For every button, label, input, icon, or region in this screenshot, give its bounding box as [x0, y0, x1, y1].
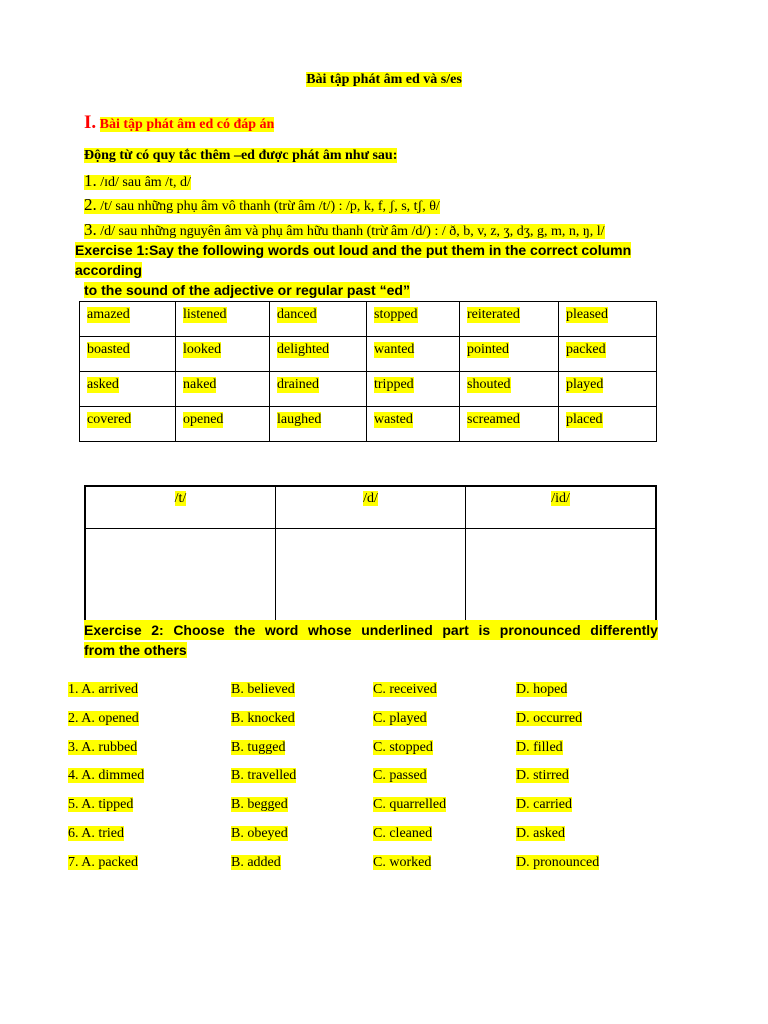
page-title [0, 72, 768, 88]
question-option[interactable] [231, 682, 295, 698]
question-option-text: C. cleaned [373, 826, 433, 841]
question-option[interactable] [373, 855, 431, 871]
question-option[interactable] [373, 797, 446, 813]
exercise2-word: whose [307, 622, 352, 638]
question-option-text: D. filled [516, 739, 563, 755]
exercise2-word: word [264, 622, 299, 638]
question-option-text: D. stirred [516, 768, 569, 784]
word-cell [559, 407, 657, 442]
answer-header-text: /t/ [174, 491, 187, 506]
exercise2-word: Choose [173, 622, 225, 638]
exercise2-word: the [234, 622, 256, 638]
word-cell [270, 372, 367, 407]
question-option[interactable] [231, 740, 285, 756]
question-option[interactable] [373, 740, 433, 756]
word-text: packed [566, 342, 606, 357]
question-option[interactable] [68, 711, 139, 727]
question-option-text: D. asked [516, 826, 565, 841]
exercise2-word: pronounced [499, 622, 581, 638]
word-cell [176, 302, 270, 337]
rule-text: /ɪd/ sau âm /t, d/ [100, 175, 191, 190]
question-option[interactable] [516, 768, 569, 784]
question-option-text: 2. A. opened [68, 710, 139, 726]
word-text: screamed [467, 412, 520, 427]
question-option-text: 5. A. tipped [68, 797, 134, 813]
question-option[interactable] [516, 740, 563, 756]
rule-number: 1. [84, 171, 97, 190]
rule-item [84, 220, 605, 240]
word-text: stopped [374, 307, 418, 322]
word-text: covered [87, 412, 132, 427]
word-cell [176, 407, 270, 442]
rules-heading [84, 148, 397, 164]
question-option[interactable] [516, 711, 582, 727]
question-option-text: B. believed [231, 682, 295, 697]
word-cell [367, 337, 460, 372]
word-text: played [566, 377, 604, 392]
question-option[interactable] [373, 682, 437, 698]
question-option[interactable] [231, 826, 288, 842]
answer-header-text: /id/ [551, 491, 570, 506]
question-option[interactable] [231, 855, 281, 871]
word-text: pointed [467, 342, 509, 357]
question-option-text: B. added [231, 854, 281, 870]
question-option[interactable] [516, 797, 572, 813]
exercise2-word: part [442, 622, 469, 638]
word-text: naked [183, 377, 217, 392]
rule-number: 2. [84, 195, 97, 214]
word-cell [270, 337, 367, 372]
rule-item [84, 195, 440, 215]
question-option-text: D. carried [516, 797, 572, 813]
question-option[interactable] [68, 826, 124, 842]
word-text: opened [183, 412, 224, 427]
question-option-text: B. travelled [231, 768, 297, 784]
word-cell [460, 302, 559, 337]
word-text: amazed [87, 307, 130, 322]
question-option-text: B. obeyed [231, 826, 288, 841]
word-row [80, 302, 657, 337]
question-option-text: B. begged [231, 797, 288, 813]
section-label: Bài tập phát âm ed có đáp án [99, 117, 275, 132]
question-option[interactable] [68, 682, 138, 698]
word-cell [367, 302, 460, 337]
question-option[interactable] [373, 768, 427, 784]
question-option[interactable] [231, 768, 296, 784]
word-cell [80, 337, 176, 372]
question-option-text: 1. A. arrived [68, 682, 138, 697]
word-text: wasted [374, 412, 413, 427]
word-text: pleased [566, 307, 608, 322]
word-cell [367, 407, 460, 442]
word-row [80, 407, 657, 442]
question-option-text: B. tugged [231, 739, 286, 755]
word-text: listened [183, 307, 227, 322]
exercise2-heading [84, 620, 658, 660]
word-cell [460, 407, 559, 442]
exercise2-word: is [478, 622, 491, 638]
question-option-text: C. quarrelled [373, 797, 447, 813]
exercise2-line1 [84, 620, 658, 640]
answer-header [85, 486, 275, 529]
question-option[interactable] [68, 797, 133, 813]
word-cell [559, 372, 657, 407]
word-cell [80, 372, 176, 407]
answer-cell[interactable] [85, 529, 275, 626]
exercise2-word: differently [590, 622, 658, 638]
exercise2-word: Exercise [84, 622, 142, 638]
exercise1-line1: Exercise 1:Say the following words out loud and the put them in the correct column according [75, 242, 632, 278]
question-option[interactable] [373, 711, 427, 727]
word-cell [270, 407, 367, 442]
word-cell [176, 337, 270, 372]
question-option-text: 7. A. packed [68, 854, 138, 870]
word-cell [80, 302, 176, 337]
question-option[interactable] [68, 855, 138, 871]
exercise2-line2: from the others [84, 642, 187, 658]
rules-heading-text: Động từ có quy tắc thêm –ed được phát âm như sau: [84, 148, 398, 163]
question-option-text: D. hoped [516, 682, 568, 697]
word-text: asked [87, 377, 119, 392]
word-text: delighted [277, 342, 330, 357]
answer-table [84, 485, 657, 626]
question-option-text: D. occurred [516, 710, 583, 726]
word-text: reiterated [467, 307, 520, 322]
word-cell [176, 372, 270, 407]
question-option[interactable] [373, 826, 432, 842]
question-option-text: C. played [373, 710, 427, 726]
word-text: laughed [277, 412, 322, 427]
question-option[interactable] [516, 855, 599, 871]
question-option[interactable] [516, 682, 567, 698]
word-row [80, 337, 657, 372]
word-text: danced [277, 307, 317, 322]
word-text: boasted [87, 342, 130, 357]
word-cell [270, 302, 367, 337]
question-option-text: C. passed [373, 768, 427, 784]
exercise2-word: 2: [151, 622, 164, 638]
rule-number: 3. [84, 220, 97, 239]
word-row [80, 372, 657, 407]
rule-text: /d/ sau những nguyên âm và phụ âm hữu thanh (trừ âm /d/) : / ð, b, v, z, ʒ, dʒ, g, m, n, ŋ, l/ [100, 224, 605, 239]
word-cell [460, 372, 559, 407]
question-option-text: C. worked [373, 854, 432, 870]
answer-cell[interactable] [466, 529, 656, 626]
exercise1-heading [75, 240, 695, 300]
word-text: drained [277, 377, 319, 392]
page-title-text: Bài tập phát âm ed và s/es [306, 72, 462, 87]
question-option[interactable] [231, 711, 295, 727]
question-option-text: 6. A. tried [68, 826, 124, 841]
exercise2-word: underlined [361, 622, 433, 638]
rule-text: /t/ sau những phụ âm vô thanh (trừ âm /t/) : /p, k, f, ʃ, s, tʃ, θ/ [100, 199, 440, 214]
word-cell [460, 337, 559, 372]
word-text: tripped [374, 377, 414, 392]
word-cell [559, 302, 657, 337]
question-option[interactable] [68, 768, 144, 784]
question-option-text: C. stopped [373, 739, 433, 755]
question-option-text: C. received [373, 682, 437, 697]
rule-item [84, 171, 191, 191]
word-table [79, 301, 657, 442]
word-cell [367, 372, 460, 407]
answer-header [275, 486, 465, 529]
question-option[interactable] [68, 740, 137, 756]
word-cell [80, 407, 176, 442]
section-number: I. [84, 112, 97, 133]
word-cell [559, 337, 657, 372]
answer-header [466, 486, 656, 529]
question-option-text: 4. A. dimmed [68, 768, 145, 784]
answer-cell[interactable] [275, 529, 465, 626]
question-option-text: D. pronounced [516, 854, 600, 870]
question-option-text: 3. A. rubbed [68, 739, 138, 755]
word-text: looked [183, 342, 222, 357]
word-text: shouted [467, 377, 511, 392]
exercise1-line2: to the sound of the adjective or regular past “ed” [84, 282, 410, 298]
answer-header-text: /d/ [363, 491, 378, 506]
word-text: placed [566, 412, 603, 427]
question-option[interactable] [231, 797, 288, 813]
word-text: wanted [374, 342, 415, 357]
section-heading [84, 112, 274, 134]
question-option[interactable] [516, 826, 565, 842]
question-option-text: B. knocked [231, 710, 295, 726]
